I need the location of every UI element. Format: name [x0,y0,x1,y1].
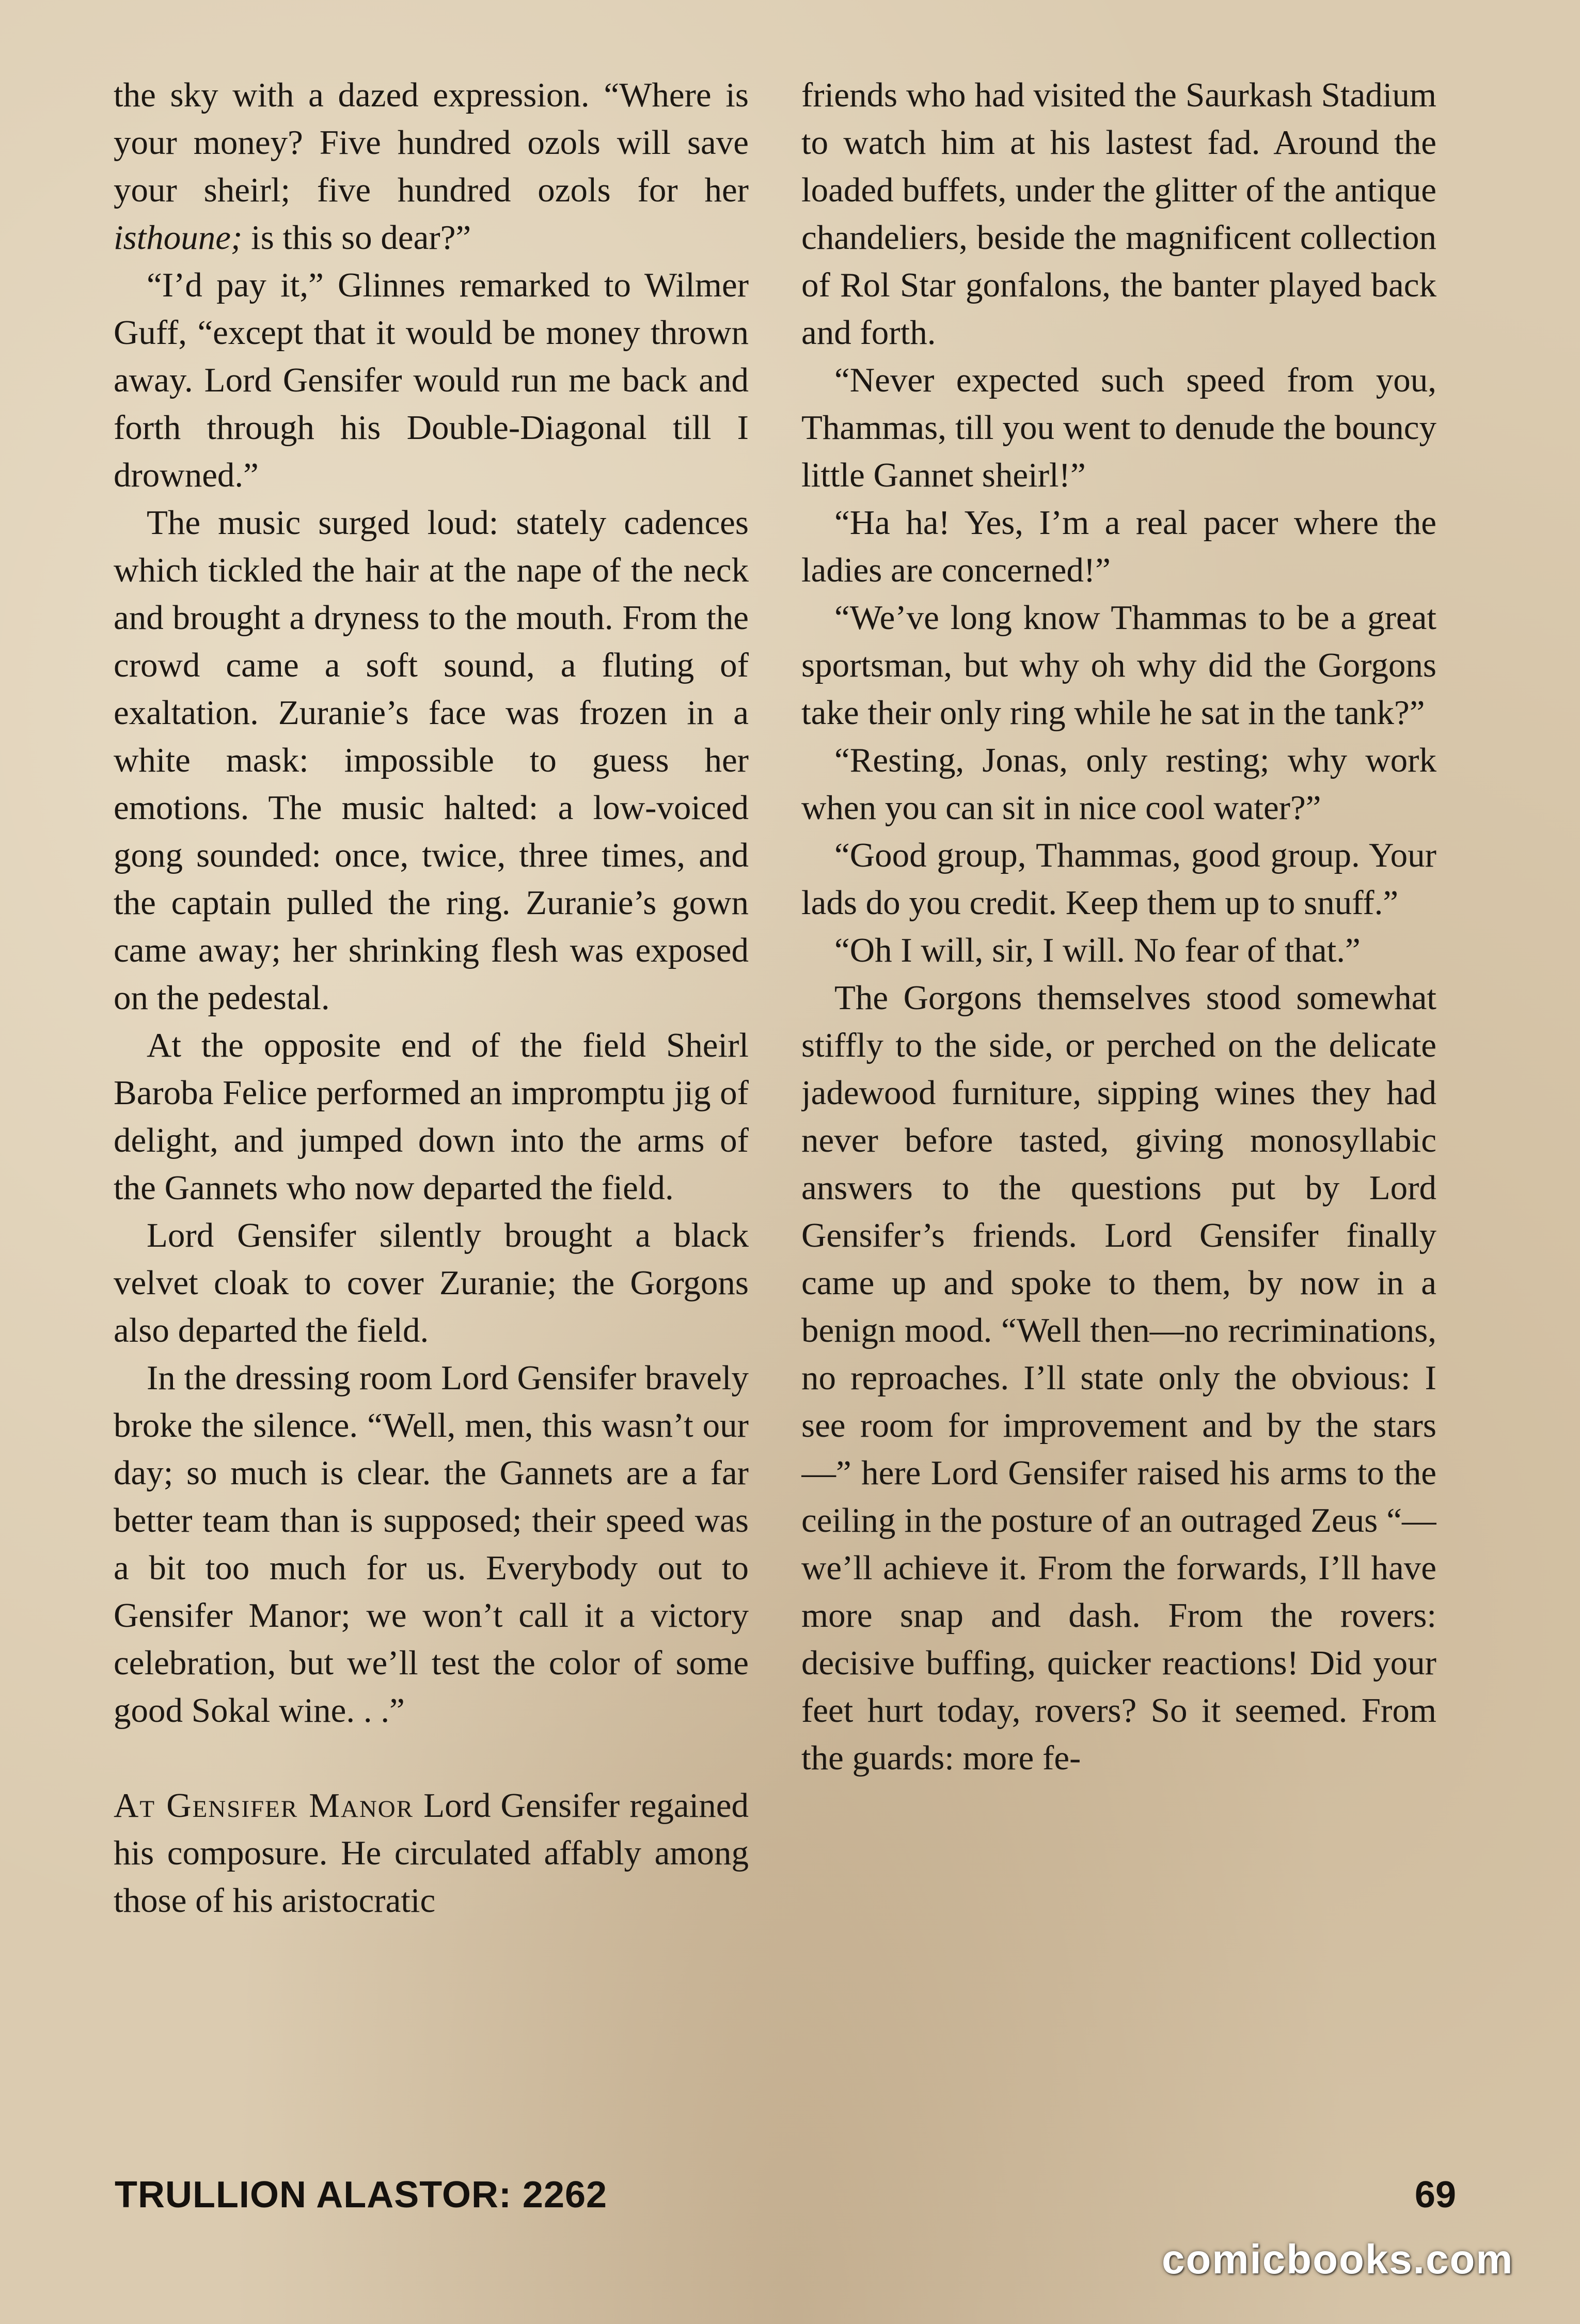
right-column [801,71,1436,2116]
paragraph: At the opposite end of the field Sheirl Baroba Felice performed an impromptu jig of delight, and jumped down into the arms of the Gannets who now departed the field. [114,1026,749,1207]
paragraph-text: is this so dear?” [242,218,471,257]
section-break-paragraph [114,1782,749,1924]
paragraph: “Good group, Thammas, good group. Your lads do you credit. Keep them up to snuff.” [801,836,1436,922]
paragraph: “We’ve long know Thammas to be a great sportsman, but why oh why did the Gorgons take their only ring while he sat in the tank?” [801,599,1436,732]
paragraph-text: the sky with a dazed expression. “Where is your money? Five hundred ozols will save your sheirl; five hundred ozols for her [114,76,749,209]
paragraph: In the dressing room Lord Gensifer bravely broke the silence. “Well, men, this wasn’t our day; so much is clear. the Gannets are a far better team than is supposed; their speed was a bit too much for us. Everybody out to Gensifer Manor; we won’t call it a victory celebration, but we’ll test the color of some good Sokal wine. . .” [114,1359,749,1730]
watermark: comicbooks.com [1162,2236,1514,2282]
left-column [114,71,749,2116]
paragraph: “Never expected such speed from you, Thammas, till you went to denude the bouncy little Gannet sheirl!” [801,361,1436,494]
paragraph [114,71,749,261]
section-lead-in: At Gensifer Manor [114,1786,414,1825]
paragraph: The Gorgons themselves stood somewhat stiffly to the side, or perched on the delicate jadewood furniture, sipping wines they had never before tasted, giving monosyllabic answers to the questions put by Lord Gensifer’s friends. Lord Gensifer finally came up and spoke to them, by now in a benign mood. “Well then—no recriminations, no reproaches. I’ll state only the obvious: I see room for improvement and by the stars—” here Lord Gensifer raised his arms to the ceiling in the posture of an outraged Zeus “—we’ll achieve it. From the forwards, I’ll have more snap and dash. From the rovers: decisive buffing, quicker reactions! Did your feet hurt today, rovers? So it seemed. From the guards: more fe- [801,979,1436,1777]
running-footer-title: TRULLION ALASTOR: 2262 [115,2174,608,2216]
paragraph: friends who had visited the Saurkash Stadium to watch him at his lastest fad. Around the loaded buffets, under the glitter of the antique chandeliers, beside the magnificent collection of Rol Star gonfalons, the banter played back and forth. [801,76,1436,352]
italic-word: isthoune; [114,218,243,257]
paragraph: “Oh I will, sir, I will. No fear of that.” [834,931,1361,969]
paragraph-text: Lord Gensifer regained his composure. He circulated affably among those of his aristocratic [114,1786,749,1920]
paragraph: “Ha ha! Yes, I’m a real pacer where the ladies are concerned!” [801,504,1436,589]
paragraph: Lord Gensifer silently brought a black velvet cloak to cover Zuranie; the Gorgons also departed the field. [114,1216,749,1349]
page-number: 69 [1414,2174,1456,2216]
paragraph: “Resting, Jonas, only resting; why work when you can sit in nice cool water?” [801,741,1436,827]
paragraph: “I’d pay it,” Glinnes remarked to Wilmer Guff, “except that it would be money thrown away. Lord Gensifer would run me back and forth through his Double-Diagonal till I drowned.” [114,266,749,494]
paragraph: The music surged loud: stately cadences which tickled the hair at the nape of the neck and brought a dryness to the mouth. From the crowd came a soft sound, a fluting of exaltation. Zuranie’s face was frozen in a white mask: impossible to guess her emotions. The music halted: a low-voiced gong sounded: once, twice, three times, and the captain pulled the ring. Zuranie’s gown came away; her shrinking flesh was exposed on the pedestal. [114,504,749,1017]
